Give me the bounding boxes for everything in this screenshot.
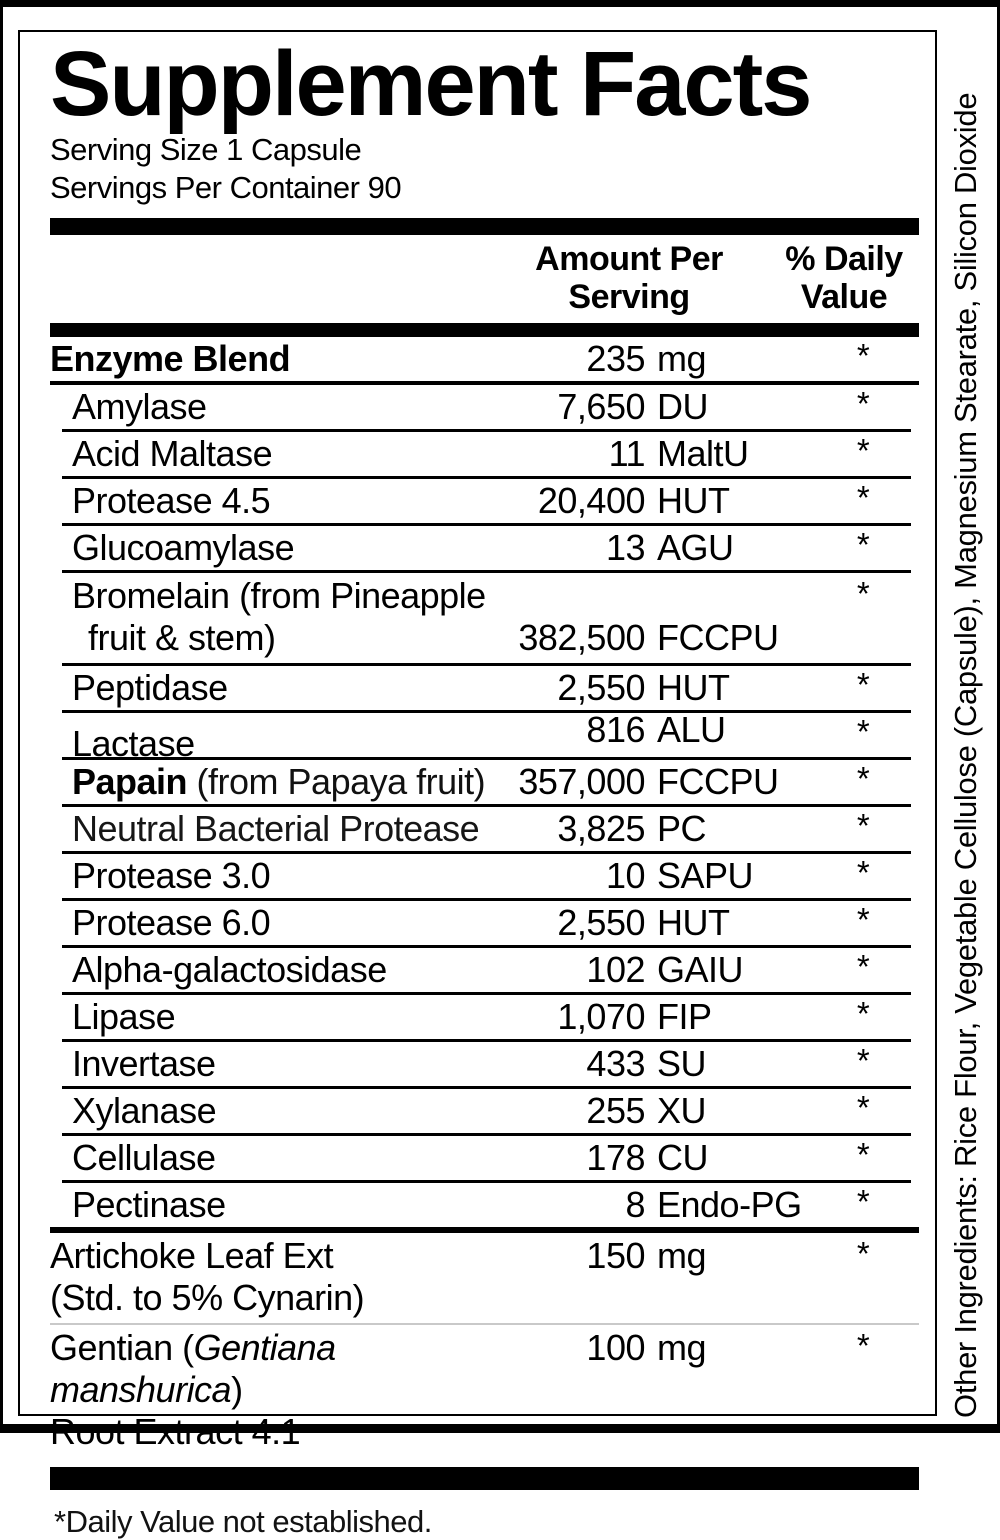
ingredient-name-source: (from Papaya fruit)	[187, 761, 486, 802]
daily-value-asterisk: *	[856, 1089, 870, 1126]
daily-value-asterisk: *	[856, 995, 870, 1032]
ingredient-amount: 178	[586, 1137, 645, 1178]
ingredient-name-species: Gentiana manshurica	[50, 1327, 336, 1410]
row-gentian-root-extract	[50, 1325, 919, 1457]
ingredient-name: Protease 6.0	[72, 902, 271, 943]
row-bromelain	[50, 573, 919, 663]
ingredient-name: Protease 3.0	[72, 855, 271, 896]
ingredient-amount: 150	[586, 1235, 645, 1276]
daily-value-asterisk: *	[856, 713, 870, 750]
row-acid-maltase	[50, 432, 919, 476]
ingredient-amount: 235	[586, 338, 645, 379]
daily-value-empty	[807, 617, 919, 621]
ingredient-name: Amylase	[72, 386, 207, 427]
daily-value-asterisk: *	[856, 385, 870, 422]
ingredient-name-pre: Gentian (	[50, 1327, 194, 1368]
ingredient-unit: FCCPU	[657, 617, 779, 658]
row-cellulase	[50, 1136, 919, 1180]
ingredient-name: Lactase	[72, 723, 195, 764]
daily-value-asterisk: *	[856, 1327, 870, 1364]
daily-value-asterisk: *	[856, 479, 870, 516]
ingredient-name: Acid Maltase	[72, 433, 273, 474]
ingredient-name: Bromelain (from Pineapple	[72, 575, 486, 616]
dv-header-line2: Value	[800, 278, 888, 316]
ingredient-amount: 11	[608, 433, 645, 474]
divider-bar-header	[50, 323, 919, 337]
row-artichoke-leaf-ext	[50, 1233, 919, 1323]
ingredient-name	[50, 760, 495, 804]
ingredient-name: Lipase	[72, 996, 176, 1037]
ingredient-unit: GAIU	[657, 949, 744, 990]
ingredient-amount: 13	[605, 527, 645, 568]
daily-value-asterisk: *	[856, 337, 870, 374]
artichoke-line2	[50, 1277, 919, 1319]
ingredient-name	[50, 1327, 495, 1411]
daily-value-asterisk: *	[856, 1136, 870, 1173]
ingredient-amount: 255	[586, 1090, 645, 1131]
ingredient-amount: 20,400	[537, 480, 645, 521]
ingredient-name: Pectinase	[72, 1184, 226, 1225]
ingredient-unit: MaltU	[657, 433, 749, 474]
ingredient-name: Xylanase	[72, 1090, 217, 1131]
ingredient-unit: mg	[657, 1235, 707, 1276]
dv-header-line1: % Daily	[785, 240, 903, 278]
daily-value-asterisk: *	[856, 526, 870, 563]
ingredient-unit: HUT	[657, 902, 730, 943]
ingredient-amount: 2,550	[557, 667, 645, 708]
daily-value-asterisk: *	[856, 666, 870, 703]
daily-value-asterisk: *	[856, 760, 870, 797]
row-protease-45	[50, 479, 919, 523]
row-glucoamylase	[50, 526, 919, 570]
row-xylanase	[50, 1089, 919, 1133]
ingredient-amount: 102	[586, 949, 645, 990]
header-spacer	[50, 240, 489, 316]
ingredient-name: Artichoke Leaf Ext	[50, 1235, 334, 1276]
supplement-facts-panel	[18, 30, 937, 1539]
divider-bar-top	[50, 218, 919, 235]
artichoke-line1	[50, 1235, 919, 1277]
ingredient-amount: 357,000	[518, 761, 645, 802]
ingredient-name: Protease 4.5	[72, 480, 271, 521]
serving-size: Serving Size 1 Capsule	[50, 132, 362, 167]
ingredient-amount: 3,825	[557, 808, 645, 849]
ingredient-unit: mg	[657, 338, 707, 379]
row-amylase	[50, 385, 919, 429]
ingredient-unit: Endo-PG	[657, 1184, 802, 1225]
bromelain-line2	[50, 617, 919, 659]
row-lactase	[50, 709, 919, 764]
panel-title: Supplement Facts	[50, 33, 811, 135]
daily-value-asterisk: *	[856, 854, 870, 891]
daily-value-asterisk: *	[856, 948, 870, 985]
row-pectinase	[50, 1183, 919, 1227]
divider-bar-bottom	[50, 1467, 919, 1490]
ingredient-unit: DU	[657, 386, 708, 427]
row-enzyme-blend	[50, 337, 919, 381]
ingredient-unit: HUT	[657, 480, 730, 521]
ingredient-amount: 382,500	[518, 617, 645, 658]
ingredient-name-line2: (Std. to 5% Cynarin)	[50, 1277, 365, 1318]
row-peptidase	[50, 666, 919, 710]
amount-header-line1: Amount Per	[535, 240, 723, 278]
ingredient-unit: FIP	[657, 996, 712, 1037]
row-protease-30	[50, 854, 919, 898]
ingredient-name-post: )	[231, 1369, 243, 1410]
column-headers	[50, 235, 919, 323]
ingredient-amount: 8	[625, 1184, 645, 1225]
gentian-line1	[50, 1327, 919, 1411]
ingredient-name: Peptidase	[72, 667, 228, 708]
ingredient-amount: 10	[605, 855, 645, 896]
ingredient-unit: SU	[657, 1043, 707, 1084]
row-protease-60	[50, 901, 919, 945]
ingredient-amount: 816	[586, 709, 645, 750]
ingredient-unit: AGU	[657, 527, 734, 568]
row-neutral-bacterial-protease	[50, 807, 919, 851]
row-papain	[50, 760, 919, 804]
ingredient-name-main: Papain	[72, 761, 188, 802]
daily-value-asterisk: *	[856, 575, 870, 612]
ingredient-name: Alpha-galactosidase	[72, 949, 387, 990]
daily-value-asterisk: *	[856, 1042, 870, 1079]
ingredient-name: Enzyme Blend	[50, 338, 291, 379]
ingredient-name: Cellulase	[72, 1137, 216, 1178]
bromelain-line1	[50, 575, 919, 617]
row-alpha-galactosidase	[50, 948, 919, 992]
ingredient-unit: SAPU	[657, 855, 754, 896]
daily-value-footnote: *Daily Value not established.	[54, 1504, 432, 1539]
daily-value-asterisk: *	[856, 1235, 870, 1272]
gentian-line2	[50, 1411, 919, 1453]
ingredient-unit: ALU	[657, 709, 726, 750]
ingredient-unit: XU	[657, 1090, 707, 1131]
daily-value-header	[769, 240, 919, 316]
daily-value-asterisk: *	[856, 901, 870, 938]
ingredient-name-line2: fruit & stem)	[88, 617, 276, 658]
ingredient-unit: HUT	[657, 667, 730, 708]
row-lipase	[50, 995, 919, 1039]
ingredient-amount: 433	[586, 1043, 645, 1084]
ingredient-unit: PC	[657, 808, 707, 849]
ingredient-unit: FCCPU	[657, 761, 779, 802]
servings-per-container: Servings Per Container 90	[50, 170, 402, 205]
daily-value-asterisk: *	[856, 1183, 870, 1220]
ingredient-name: Neutral Bacterial Protease	[72, 808, 480, 849]
amount-header-line2: Serving	[568, 278, 690, 316]
ingredient-amount: 100	[586, 1327, 645, 1368]
ingredient-unit: CU	[657, 1137, 708, 1178]
ingredient-unit: mg	[657, 1327, 707, 1368]
ingredient-name: Invertase	[72, 1043, 216, 1084]
ingredient-amount: 1,070	[557, 996, 645, 1037]
daily-value-asterisk: *	[856, 432, 870, 469]
ingredient-name: Glucoamylase	[72, 527, 295, 568]
ingredient-amount: 2,550	[557, 902, 645, 943]
amount-per-serving-header	[489, 240, 769, 316]
other-ingredients-text: Other Ingredients: Rice Flour, Vegetable Cellulose (Capsule), Magnesium Stearate, Silicon Dioxide	[948, 92, 983, 1418]
row-invertase	[50, 1042, 919, 1086]
ingredient-amount: 7,650	[557, 386, 645, 427]
ingredient-name-line2: Root Extract 4:1	[50, 1411, 301, 1452]
daily-value-asterisk: *	[856, 807, 870, 844]
